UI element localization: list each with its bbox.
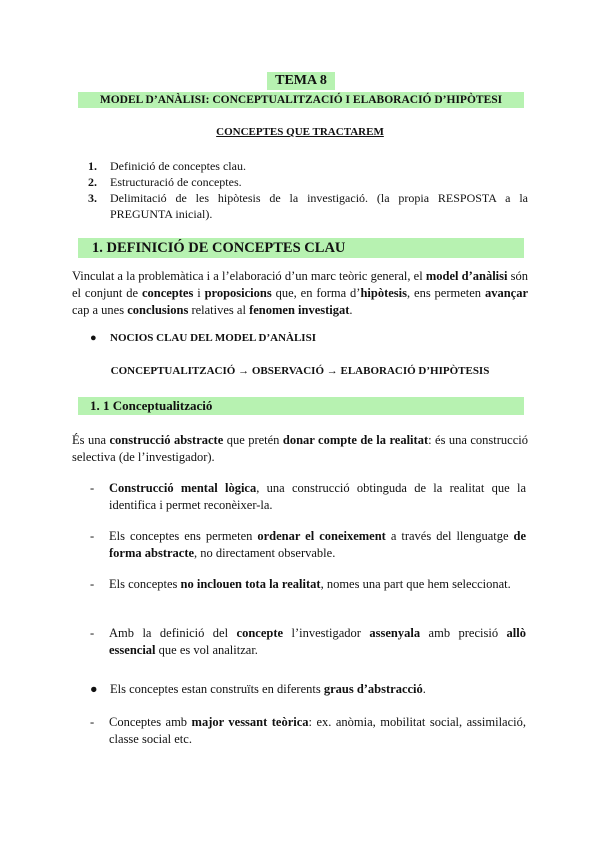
bold-run: allò essencial bbox=[109, 626, 526, 657]
doc-subtitle: MODEL D’ANÀLISI: CONCEPTUALITZACIÓ I ELABORACIÓ D’HIPÒTESI bbox=[78, 92, 524, 108]
text-run: Conceptes amb bbox=[109, 715, 192, 729]
bold-run: donar compte de la realitat bbox=[282, 433, 429, 447]
section-1-heading: 1. DEFINICIÓ DE CONCEPTES CLAU bbox=[78, 238, 524, 258]
dash-marker: - bbox=[90, 481, 95, 495]
text-run: Amb la definició del bbox=[109, 626, 237, 640]
section-1-1-heading: 1. 1 Conceptualització bbox=[78, 397, 524, 415]
text-run: , no directament observable. bbox=[194, 546, 336, 560]
numbered-list bbox=[88, 158, 528, 222]
text-run: , nomes una part que hem seleccionat. bbox=[320, 577, 511, 591]
bold-run: no inclouen tota la realitat bbox=[180, 577, 321, 591]
text-run: amb precisió bbox=[420, 626, 507, 640]
dash-text bbox=[109, 528, 526, 562]
dash-marker: - bbox=[90, 715, 95, 729]
list-item bbox=[88, 190, 528, 222]
bold-run: concepte bbox=[236, 626, 284, 640]
bold-run: model d’anàlisi bbox=[425, 269, 508, 283]
concepts-heading: CONCEPTES QUE TRACTAREM bbox=[216, 126, 384, 138]
text-run: Els conceptes estan construïts en diferents bbox=[110, 682, 324, 696]
text-run: Els conceptes bbox=[109, 577, 181, 591]
bold-run: hipòtesis bbox=[360, 286, 408, 300]
bullet-key-notions bbox=[90, 332, 316, 344]
dash-text bbox=[109, 625, 526, 659]
bullet-abstraction bbox=[90, 682, 426, 697]
text-run: cap a unes bbox=[72, 303, 128, 317]
bold-run: major vessant teòrica bbox=[191, 715, 309, 729]
bold-run: Construcció mental lògica bbox=[109, 481, 257, 495]
text-run: . bbox=[422, 682, 426, 696]
list-text: Delimitació de les hipòtesis de la investigació. (la propia RESPOSTA a la PREGUNTA inicial). bbox=[110, 191, 528, 221]
text-run: Els conceptes ens permeten bbox=[109, 529, 258, 543]
dash-item bbox=[90, 714, 526, 748]
dash-marker: - bbox=[90, 626, 95, 640]
bullet-dot-icon: ● bbox=[90, 682, 98, 696]
text-run: : és una construcció selectiva (de l’investigador). bbox=[72, 433, 528, 464]
paragraph-definition bbox=[72, 432, 528, 466]
list-number: 2. bbox=[88, 175, 97, 189]
dash-item bbox=[90, 625, 526, 659]
text-run: a través del llenguatge bbox=[385, 529, 514, 543]
bold-run: ordenar el coneixement bbox=[257, 529, 386, 543]
bold-run: construcció abstracte bbox=[109, 433, 224, 447]
text-run: són el conjunt de bbox=[72, 269, 528, 300]
text-run: : ex. anòmia, mobilitat social, assimilació, classe social etc. bbox=[109, 715, 526, 746]
dash-text bbox=[109, 714, 526, 748]
text-run: . bbox=[349, 303, 353, 317]
list-number: 3. bbox=[88, 191, 97, 205]
list-text: Definició de conceptes clau. bbox=[110, 159, 246, 173]
bold-run: fenomen investigat bbox=[249, 303, 350, 317]
text-run: que, en forma d’ bbox=[271, 286, 361, 300]
text-run: i bbox=[193, 286, 205, 300]
bold-run: graus d’abstracció bbox=[323, 682, 423, 696]
bold-run: proposicions bbox=[204, 286, 272, 300]
text-run: És una bbox=[72, 433, 110, 447]
dash-item bbox=[90, 528, 526, 562]
list-item bbox=[88, 158, 528, 174]
process-flow: CONCEPTUALITZACIÓ → OBSERVACIÓ → ELABORACIÓ D’HIPÒTESIS bbox=[110, 365, 490, 377]
text-run: relatives al bbox=[188, 303, 250, 317]
dash-marker: - bbox=[90, 529, 95, 543]
bold-run: de forma abstracte bbox=[109, 529, 527, 560]
list-item bbox=[88, 174, 528, 190]
bold-run: conceptes bbox=[141, 286, 194, 300]
paragraph-model-analysis bbox=[72, 268, 528, 319]
bullet-text: NOCIOS CLAU DEL MODEL D’ANÀLISI bbox=[110, 332, 316, 344]
text-run: , una construcció obtinguda de la realitat que la identifica i permet reconèixer-la. bbox=[109, 481, 526, 512]
bullet-dot-icon: ● bbox=[90, 332, 97, 344]
list-text: Estructuració de conceptes. bbox=[110, 175, 242, 189]
text-run: Vinculat a la problemàtica i a l’elaboració d’un marc teòric general, el bbox=[72, 269, 426, 283]
text-run: l’investigador bbox=[283, 626, 370, 640]
dash-item bbox=[90, 480, 526, 514]
dash-item bbox=[90, 576, 526, 593]
bold-run: conclusions bbox=[127, 303, 189, 317]
doc-title: TEMA 8 bbox=[267, 72, 335, 90]
text-run: , ens permeten bbox=[407, 286, 485, 300]
text-run: que es vol analitzar. bbox=[155, 643, 258, 657]
text-run: que pretén bbox=[223, 433, 283, 447]
list-number: 1. bbox=[88, 159, 97, 173]
bold-run: avançar bbox=[484, 286, 528, 300]
dash-text bbox=[109, 480, 526, 514]
bold-run: assenyala bbox=[369, 626, 421, 640]
dash-text bbox=[109, 576, 526, 593]
dash-marker: - bbox=[90, 577, 95, 591]
